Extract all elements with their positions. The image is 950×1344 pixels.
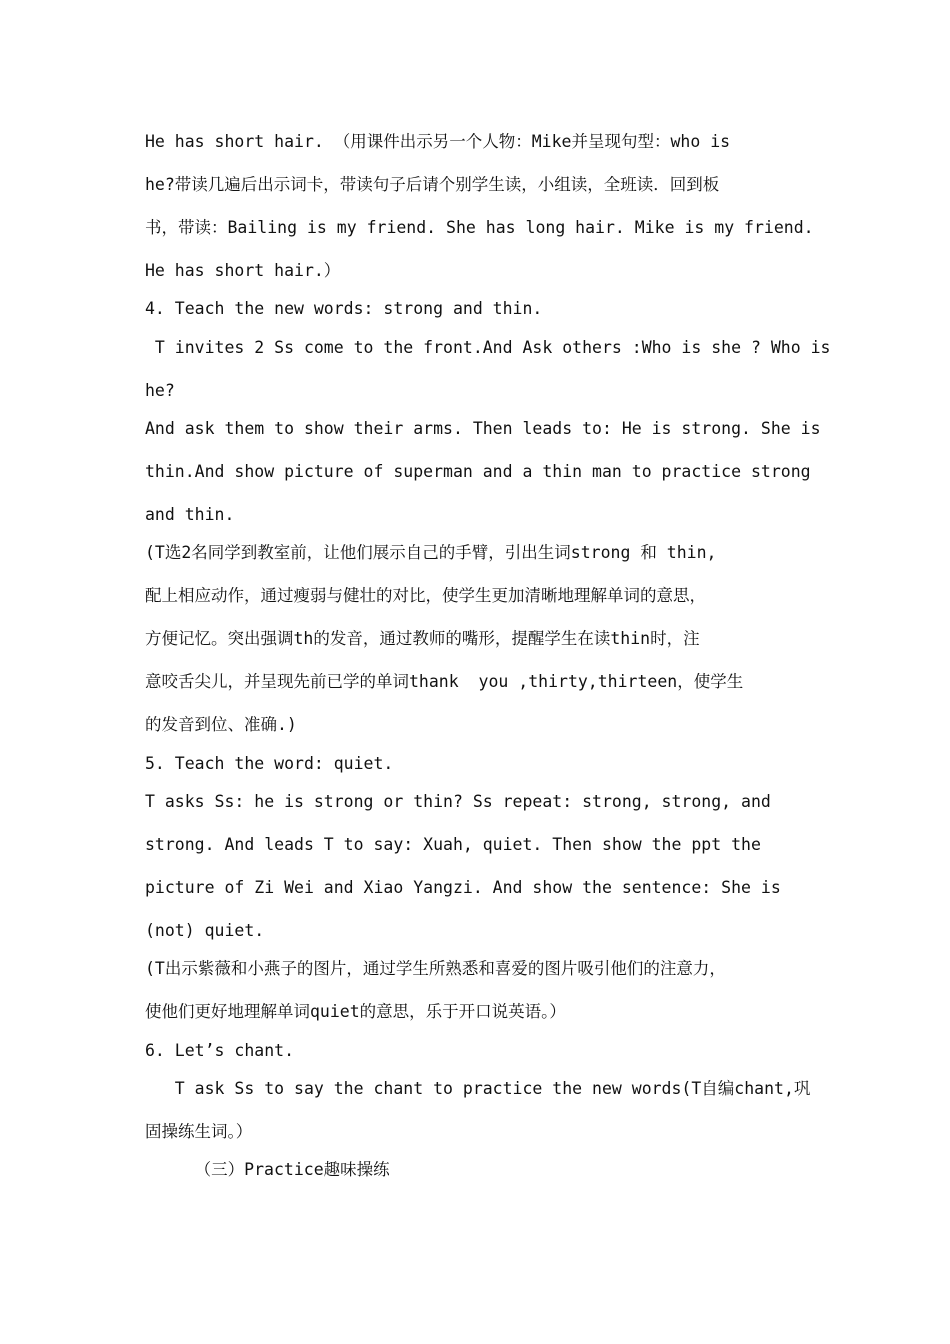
text-line: (T选2名同学到教室前，让他们展示自己的手臂，引出生词strong 和 thin, <box>145 543 717 562</box>
text-line: T invites 2 Ss come to the front.And Ask others :Who is she ? Who is <box>145 338 831 357</box>
text-line: and thin. <box>145 505 235 524</box>
text-line: And ask them to show their arms. Then leads to: He is strong. She is <box>145 419 821 438</box>
text-line: (not) quiet. <box>145 921 265 940</box>
text-line: (T出示紫薇和小燕子的图片，通过学生所熟悉和喜爱的图片吸引他们的注意力， <box>145 959 726 978</box>
section-heading: （三）Practice趣味操练 <box>145 1160 390 1179</box>
text-line: T asks Ss: he is strong or thin? Ss repeat: strong, strong, and <box>145 792 771 811</box>
text-line: 方便记忆。突出强调th的发音，通过教师的嘴形，提醒学生在读thin时，注 <box>145 629 700 648</box>
text-line: picture of Zi Wei and Xiao Yangzi. And show the sentence: She is <box>145 878 781 897</box>
list-item-heading: 4. Teach the new words: strong and thin. <box>145 299 543 318</box>
text-line: 意咬舌尖儿，并呈现先前已学的单词thank you ,thirty,thirteen，使学生 <box>145 672 744 691</box>
text-line: 的发音到位、准确.) <box>145 715 297 734</box>
text-line: He has short hair. （用课件出示另一个人物：Mike并呈现句型：who is <box>145 132 731 151</box>
text-line: strong. And leads T to say: Xuah, quiet. Then show the ppt the <box>145 835 761 854</box>
text-line: 使他们更好地理解单词quiet的意思，乐于开口说英语。） <box>145 1002 566 1021</box>
text-line: thin.And show picture of superman and a thin man to practice strong <box>145 462 811 481</box>
list-item-heading: 5. Teach the word: quiet. <box>145 754 394 773</box>
text-line: T ask Ss to say the chant to practice the new words(T自编chant,巩 <box>145 1079 811 1098</box>
text-line: He has short hair.） <box>145 261 341 280</box>
text-line: 固操练生词。） <box>145 1122 253 1141</box>
text-line: he?带读几遍后出示词卡，带读句子后请个别学生读，小组读，全班读．回到板 <box>145 175 720 194</box>
text-line: he? <box>145 381 175 400</box>
text-line: 书，带读：Bailing is my friend. She has long hair. Mike is my friend. <box>145 218 814 237</box>
list-item-heading: 6. Let’s chant. <box>145 1041 295 1060</box>
text-line: 配上相应动作，通过瘦弱与健壮的对比，使学生更加清晰地理解单词的意思， <box>145 586 706 605</box>
